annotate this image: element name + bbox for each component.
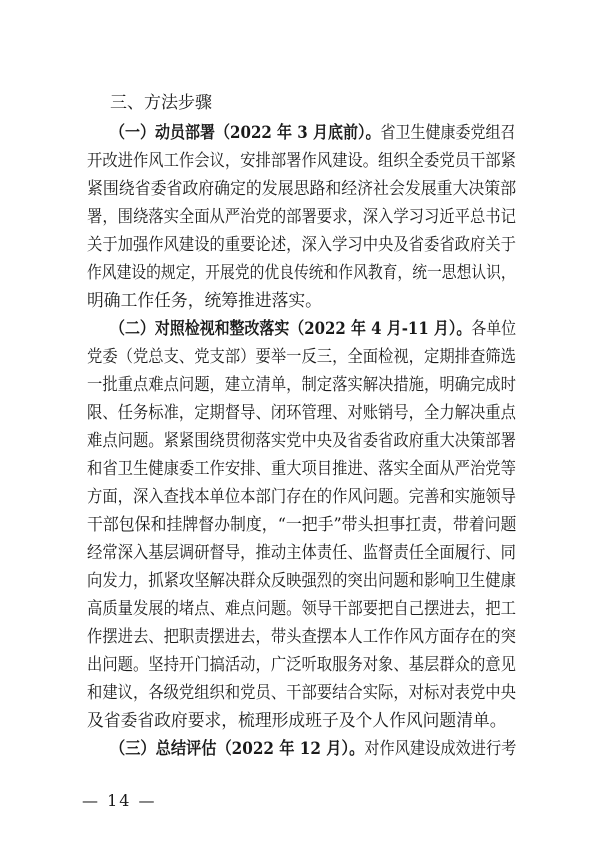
paragraph-2-line-10: 向发力，抓紧攻坚解决群众反映强烈的突出问题和影响卫生健康 <box>87 570 516 590</box>
paragraph-2-line-9: 经常深入基层调研督导，推动主体责任、监督责任全面履行、同 <box>87 542 516 562</box>
paragraph-1-line-3: 紧围绕省委省政府确定的发展思路和经济社会发展重大决策部 <box>87 178 517 198</box>
section-heading: 三、方法步骤 <box>110 93 212 113</box>
paragraph-1-line-5: 关于加强作风建设的重要论述，深入学习中央及省委省政府关于 <box>87 234 516 254</box>
paragraph-3-line-1 <box>110 737 516 759</box>
paragraph-2-line-5: 难点问题。紧紧围绕贯彻落实党中央及省委省政府重大决策部署 <box>87 430 516 450</box>
paragraph-2-line-6: 和省卫生健康委工作安排、重大项目推进、落实全面从严治党等 <box>87 458 516 478</box>
paragraph-1-line-4: 署，围绕落实全面从严治党的部署要求，深入学习习近平总书记 <box>87 206 516 226</box>
paragraph-1-lead: （一）动员部署（2022 年 3 月底前）。 <box>110 122 381 142</box>
paragraph-2-line-12: 作摆进去、把职责摆进去，带头查摆本人工作作风方面存在的突 <box>87 626 516 646</box>
paragraph-3-line-1-text: 对作风建设成效进行考 <box>364 738 517 758</box>
paragraph-2-line-15: 及省委省政府要求，梳理形成班子及个人作风问题清单。 <box>87 710 507 730</box>
paragraph-1-line-1 <box>110 121 516 143</box>
paragraph-2-line-2: 党委（党总支、党支部）要举一反三，全面检视，定期排查筛选 <box>87 346 516 366</box>
paragraph-1-line-6: 作风建设的规定，开展党的优良传统和作风教育，统一思想认识， <box>87 262 516 282</box>
page-number: — 14 — <box>82 791 157 810</box>
paragraph-2-line-11: 高质量发展的堵点、难点问题。领导干部要把自己摆进去，把工 <box>87 598 516 618</box>
paragraph-2-line-3: 一批重点难点问题，建立清单，制定落实解决措施，明确完成时 <box>87 374 516 394</box>
paragraph-1-line-1-text: 省卫生健康委党组召 <box>380 122 516 142</box>
paragraph-2-line-1-text: 各单位 <box>471 318 517 338</box>
paragraph-1-line-7: 明确工作任务，统筹推进落实。 <box>87 290 322 310</box>
paragraph-2-line-7: 方面，深入查找本单位本部门存在的作风问题。完善和实施领导 <box>87 486 516 506</box>
paragraph-2-lead: （二）对照检视和整改落实（2022 年 4 月-11 月）。 <box>110 318 472 338</box>
paragraph-3-lead: （三）总结评估（2022 年 12 月）。 <box>110 738 365 758</box>
paragraph-2-line-8: 干部包保和挂牌督办制度，“一把手”带头担事扛责，带着问题 <box>87 514 517 534</box>
paragraph-2-line-13: 出问题。坚持开门搞活动，广泛听取服务对象、基层群众的意见 <box>87 654 516 674</box>
paragraph-1-line-2: 开改进作风工作会议，安排部署作风建设。组织全委党员干部紧 <box>87 150 516 170</box>
paragraph-2-line-14: 和建议，各级党组织和党员、干部要结合实际，对标对表党中央 <box>87 682 516 702</box>
paragraph-2-line-1 <box>110 317 516 339</box>
paragraph-2-line-4: 限、任务标准，定期督导、闭环管理、对账销号，全力解决重点 <box>87 402 516 422</box>
